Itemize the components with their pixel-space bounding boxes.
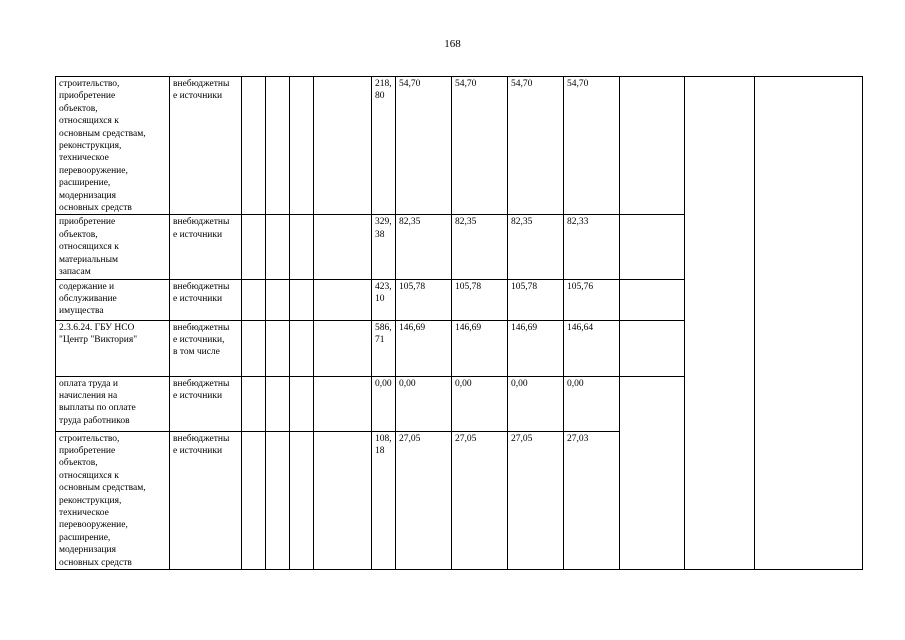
budget-table	[55, 76, 863, 570]
row-funding-source: внебюджетны е источники	[170, 279, 242, 320]
merged-empty-cell	[685, 77, 755, 570]
row-name: строительство, приобретение объектов, относящихся к основным средствам, реконструкция, техническое перевооружение, расширение, модернизация основных средств	[56, 77, 170, 215]
row-total: 218,80	[372, 77, 396, 215]
empty-cell	[242, 77, 266, 215]
empty-cell	[620, 215, 685, 279]
empty-cell	[290, 431, 314, 569]
empty-cell	[266, 77, 290, 215]
row-year-2: 82,35	[452, 215, 508, 279]
row-year-1: 82,35	[396, 215, 452, 279]
row-funding-source: внебюджетны е источники	[170, 376, 242, 431]
empty-cell	[266, 431, 290, 569]
row-funding-source: внебюджетны е источники, в том числе	[170, 320, 242, 376]
row-year-1: 54,70	[396, 77, 452, 215]
row-year-4: 146,64	[564, 320, 620, 376]
table-row	[56, 77, 863, 215]
empty-cell	[620, 279, 685, 320]
empty-cell	[314, 215, 372, 279]
row-year-2: 27,05	[452, 431, 508, 569]
row-year-3: 27,05	[508, 431, 564, 569]
row-year-2: 105,78	[452, 279, 508, 320]
empty-cell	[314, 320, 372, 376]
merged-empty-cell	[620, 376, 685, 569]
row-year-1: 105,78	[396, 279, 452, 320]
row-funding-source: внебюджетны е источники	[170, 431, 242, 569]
row-year-3: 146,69	[508, 320, 564, 376]
row-name: оплата труда и начисления на выплаты по оплате труда работников	[56, 376, 170, 431]
empty-cell	[314, 279, 372, 320]
row-year-1: 146,69	[396, 320, 452, 376]
row-total: 108,18	[372, 431, 396, 569]
row-name: строительство, приобретение объектов, относящихся к основным средствам, реконструкция, техническое перевооружение, расширение, модернизация основных средств	[56, 431, 170, 569]
empty-cell	[314, 77, 372, 215]
empty-cell	[290, 376, 314, 431]
row-year-1: 27,05	[396, 431, 452, 569]
row-total: 423,10	[372, 279, 396, 320]
row-year-2: 54,70	[452, 77, 508, 215]
empty-cell	[290, 279, 314, 320]
empty-cell	[290, 77, 314, 215]
empty-cell	[242, 376, 266, 431]
row-year-1: 0,00	[396, 376, 452, 431]
empty-cell	[290, 320, 314, 376]
row-name: 2.3.6.24. ГБУ НСО "Центр "Виктория"	[56, 320, 170, 376]
empty-cell	[266, 279, 290, 320]
empty-cell	[620, 320, 685, 376]
page-number: 168	[444, 38, 461, 50]
row-year-4: 105,76	[564, 279, 620, 320]
row-total: 329,38	[372, 215, 396, 279]
empty-cell	[242, 320, 266, 376]
row-year-3: 54,70	[508, 77, 564, 215]
empty-cell	[242, 279, 266, 320]
row-year-3: 82,35	[508, 215, 564, 279]
row-name: приобретение объектов, относящихся к материальным запасам	[56, 215, 170, 279]
row-name: содержание и обслуживание имущества	[56, 279, 170, 320]
row-funding-source: внебюджетны е источники	[170, 215, 242, 279]
row-year-4: 82,33	[564, 215, 620, 279]
empty-cell	[620, 77, 685, 215]
row-year-4: 27,03	[564, 431, 620, 569]
row-total: 0,00	[372, 376, 396, 431]
row-total: 586,71	[372, 320, 396, 376]
empty-cell	[266, 215, 290, 279]
row-year-4: 54,70	[564, 77, 620, 215]
empty-cell	[290, 215, 314, 279]
row-year-3: 105,78	[508, 279, 564, 320]
empty-cell	[242, 431, 266, 569]
merged-empty-cell	[755, 77, 863, 570]
empty-cell	[242, 215, 266, 279]
row-funding-source: внебюджетны е источники	[170, 77, 242, 215]
empty-cell	[266, 320, 290, 376]
row-year-4: 0,00	[564, 376, 620, 431]
empty-cell	[314, 431, 372, 569]
empty-cell	[266, 376, 290, 431]
row-year-2: 0,00	[452, 376, 508, 431]
row-year-2: 146,69	[452, 320, 508, 376]
empty-cell	[314, 376, 372, 431]
row-year-3: 0,00	[508, 376, 564, 431]
